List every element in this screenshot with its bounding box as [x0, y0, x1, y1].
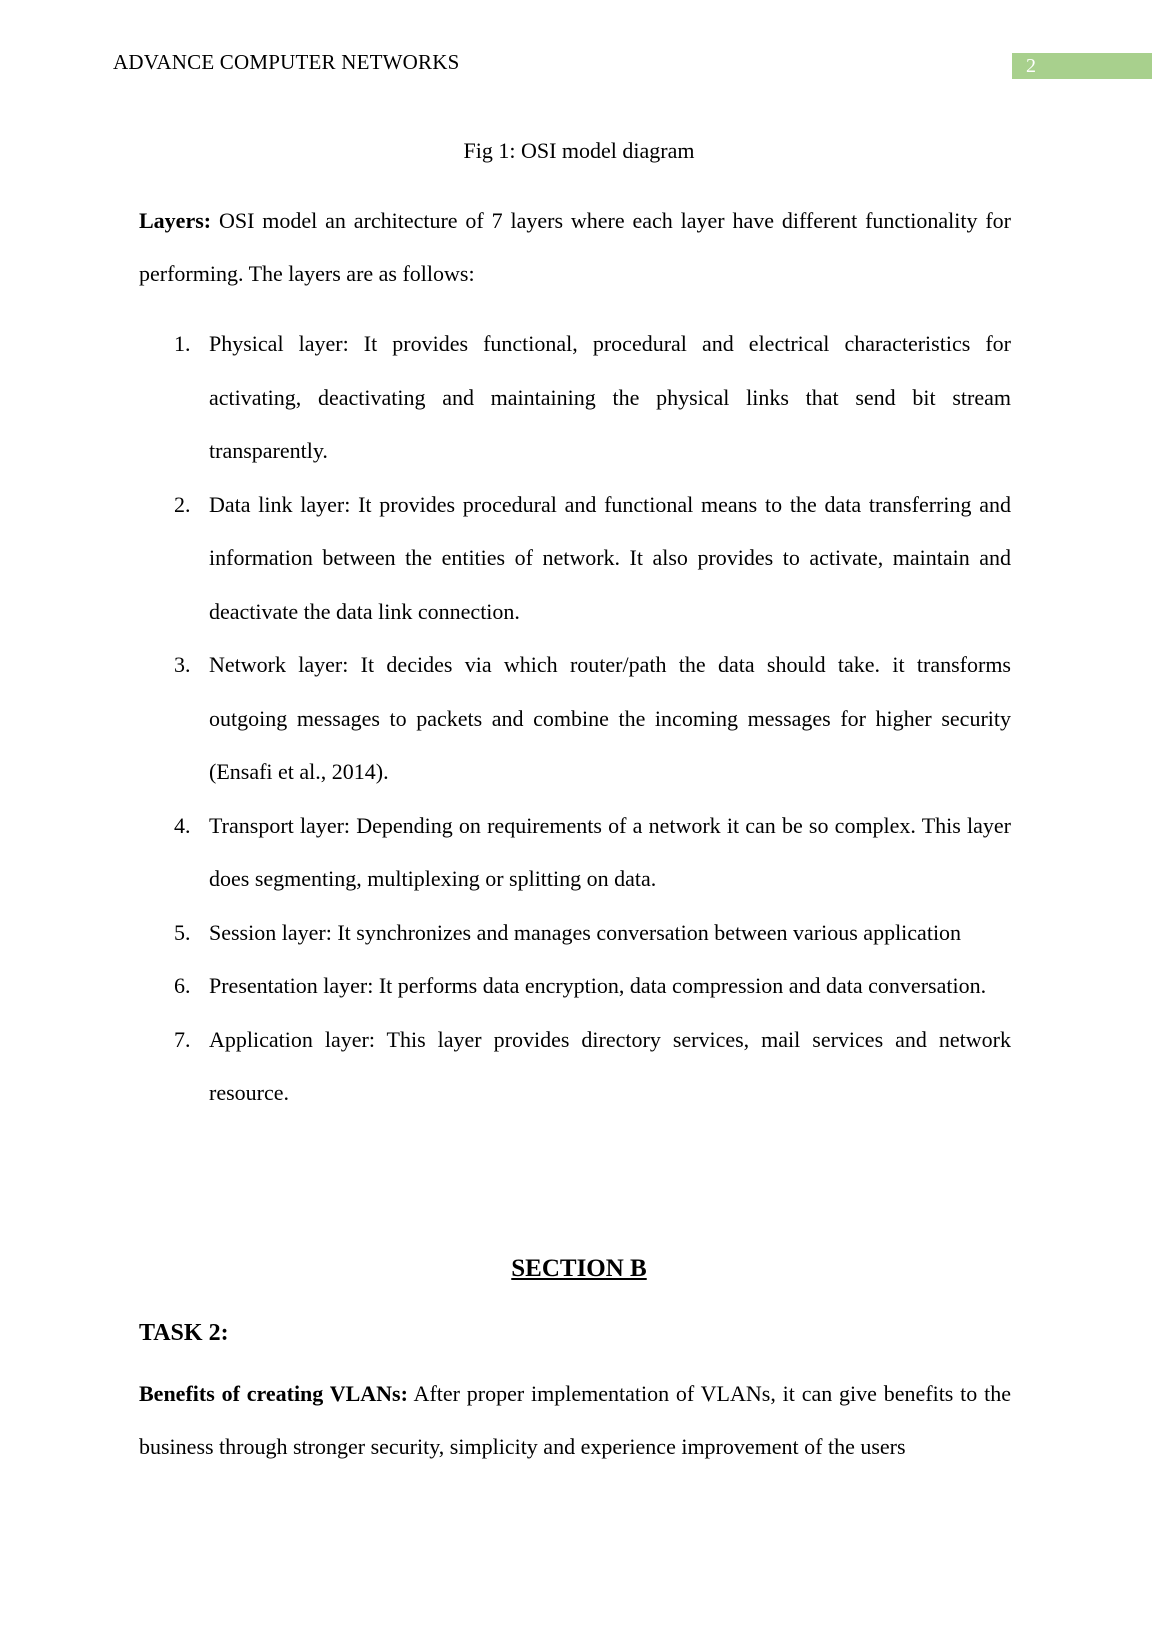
layers-intro-paragraph [139, 194, 1011, 300]
list-item-number: 3. [174, 652, 191, 677]
list-item-text: Data link layer: It provides procedural and functional means to the data transferring and information between the entities of network. It also provides to activate, maintain and deactivate the data link connection. [209, 491, 1011, 624]
list-item-number: 4. [174, 812, 191, 838]
layers-intro-label: Layers: [139, 208, 212, 233]
task-heading: TASK 2: [139, 1320, 229, 1346]
list-item [139, 1013, 1011, 1120]
benefits-label: Benefits of creating VLANs: [139, 1381, 408, 1406]
list-item [139, 906, 1011, 960]
list-item-text: Network layer: It decides via which router/path the data should take. it transforms outgoing messages to packets and combine the incoming messages for higher security (Ensafi et al., 2014). [209, 652, 1011, 784]
list-item-text: Session layer: It synchronizes and manages conversation between various application [209, 919, 962, 945]
figure-caption: Fig 1: OSI model diagram [463, 138, 695, 163]
list-item [139, 959, 1011, 1013]
page-number-badge: 2 [1012, 53, 1152, 79]
list-item-text: Transport layer: Depending on requirements of a network it can be so complex. This layer does segmenting, multiplexing or splitting on data. [209, 812, 1011, 891]
benefits-paragraph [139, 1367, 1011, 1473]
running-header-title: ADVANCE COMPUTER NETWORKS [113, 50, 460, 74]
list-item-text: Physical layer: It provides functional, procedural and electrical characteristics for activating, deactivating and maintaining the physical links that send bit stream transparently. [209, 331, 1011, 463]
list-item-number: 7. [174, 1026, 191, 1052]
list-item [139, 317, 1011, 478]
list-item-number: 5. [174, 919, 191, 945]
list-item-number: 2. [174, 491, 191, 517]
list-item-number: 6. [174, 973, 191, 998]
benefits-text: After proper implementation of VLANs, it can give benefits to the business through stronger security, simplicity and experience improvement of the users [139, 1381, 1011, 1459]
list-item-text: Presentation layer: It performs data encryption, data compression and data conversation. [209, 973, 987, 998]
list-item [139, 478, 1011, 639]
osi-layers-list [139, 317, 1011, 1120]
layers-intro-text: OSI model an architecture of 7 layers where each layer have different functionality for performing. The layers are as follows: [139, 208, 1011, 286]
list-item [139, 799, 1011, 906]
list-item-number: 1. [174, 331, 191, 356]
list-item-text: Application layer: This layer provides directory services, mail services and network resource. [209, 1026, 1011, 1105]
section-heading: SECTION B [511, 1255, 647, 1282]
list-item [139, 638, 1011, 799]
